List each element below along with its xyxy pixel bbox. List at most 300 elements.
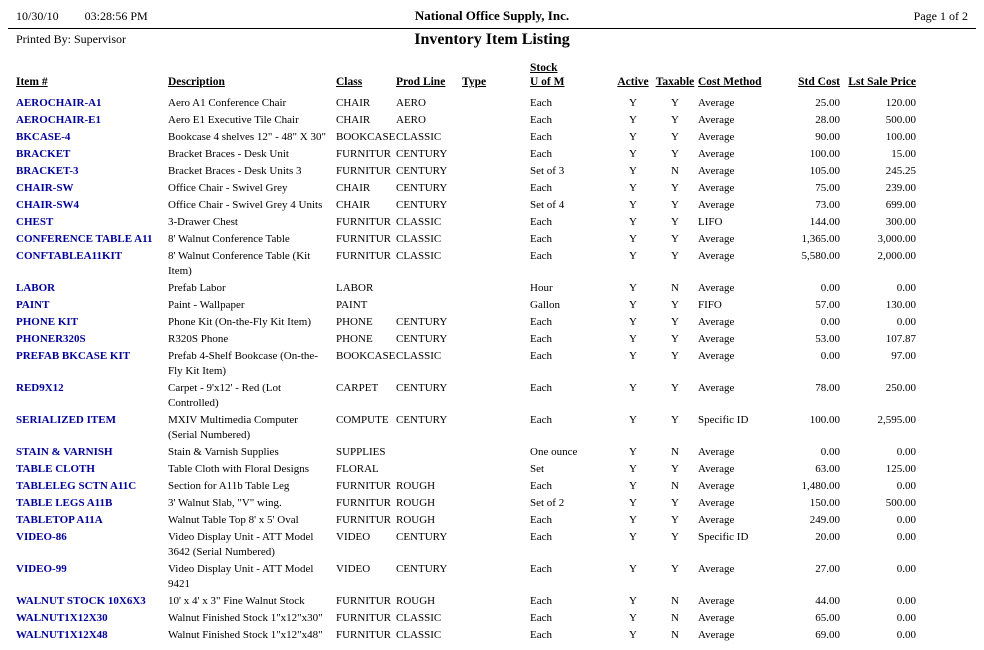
item-cost-method: Average: [698, 463, 735, 475]
item-class: FURNITUR: [336, 514, 392, 526]
page-indicator: Page 1 of 2: [913, 9, 968, 23]
item-std-cost: 100.00: [809, 414, 840, 426]
item-number-link[interactable]: PREFAB BKCASE KIT: [16, 350, 131, 362]
item-number-link[interactable]: VIDEO-99: [16, 563, 67, 575]
item-prod-line: CENTURY: [396, 382, 448, 394]
item-lst-sale-price: 3,000.00: [877, 233, 916, 245]
item-class: FURNITUR: [336, 250, 392, 262]
item-taxable: N: [671, 165, 679, 177]
item-taxable: Y: [671, 299, 679, 311]
item-number-link[interactable]: CHAIR-SW: [16, 182, 74, 194]
item-type: [462, 129, 530, 146]
report-time: 03:28:56 PM: [84, 9, 148, 23]
table-row: [16, 280, 916, 297]
item-number-link[interactable]: WALNUT1X12X48: [16, 629, 108, 641]
item-number-link[interactable]: SERIALIZED ITEM: [16, 414, 116, 426]
item-class: CARPET: [336, 382, 379, 394]
item-number-link[interactable]: PHONE KIT: [16, 316, 79, 328]
item-description: Carpet - 9'x12' - Red (Lot Controlled): [168, 382, 282, 409]
item-lst-sale-price: 97.00: [891, 350, 916, 362]
item-type: [462, 297, 530, 314]
item-class: COMPUTE: [336, 414, 389, 426]
item-lst-sale-price: 245.25: [885, 165, 916, 177]
item-std-cost: 44.00: [815, 595, 840, 607]
item-active: Y: [629, 563, 637, 575]
item-description: Section for A11b Table Leg: [168, 480, 290, 492]
item-taxable: N: [671, 282, 679, 294]
item-cost-method: Average: [698, 282, 735, 294]
item-description: Walnut Finished Stock 1"x12"x30": [168, 612, 323, 624]
item-description: Bracket Braces - Desk Unit: [168, 148, 289, 160]
item-std-cost: 75.00: [815, 182, 840, 194]
item-number-link[interactable]: RED9X12: [16, 382, 64, 394]
item-type: [462, 146, 530, 163]
item-description: 8' Walnut Conference Table (Kit Item): [168, 250, 311, 277]
item-lst-sale-price: 0.00: [896, 531, 916, 543]
item-number-link[interactable]: CONFTABLEA11KIT: [16, 250, 123, 262]
item-prod-line: CENTURY: [396, 333, 448, 345]
item-cost-method: Average: [698, 182, 735, 194]
item-number-link[interactable]: AEROCHAIR-A1: [16, 97, 102, 109]
table-row: [16, 95, 916, 112]
item-std-cost: 90.00: [815, 131, 840, 143]
item-number-link[interactable]: WALNUT1X12X30: [16, 612, 108, 624]
item-cost-method: Average: [698, 165, 735, 177]
item-lst-sale-price: 250.00: [885, 382, 916, 394]
item-type: [462, 412, 530, 444]
item-lst-sale-price: 239.00: [885, 182, 916, 194]
item-lst-sale-price: 2,595.00: [877, 414, 916, 426]
item-std-cost: 0.00: [820, 446, 840, 458]
item-active: Y: [629, 282, 637, 294]
item-number-link[interactable]: CHAIR-SW4: [16, 199, 79, 211]
item-std-cost: 1,480.00: [801, 480, 840, 492]
item-class: FURNITUR: [336, 148, 392, 160]
item-taxable: Y: [671, 199, 679, 211]
item-number-link[interactable]: TABLETOP A11A: [16, 514, 103, 526]
item-type: [462, 248, 530, 280]
item-taxable: Y: [671, 148, 679, 160]
item-std-cost: 63.00: [815, 463, 840, 475]
item-type: [462, 214, 530, 231]
item-lst-sale-price: 120.00: [885, 97, 916, 109]
item-taxable: Y: [671, 563, 679, 575]
item-uofm: Each: [530, 414, 552, 426]
item-lst-sale-price: 0.00: [896, 316, 916, 328]
item-active: Y: [629, 333, 637, 345]
item-uofm: Each: [530, 480, 552, 492]
item-std-cost: 78.00: [815, 382, 840, 394]
item-prod-line: CENTURY: [396, 414, 448, 426]
item-uofm: Each: [530, 250, 552, 262]
item-uofm: Each: [530, 629, 552, 641]
item-description: MXIV Multimedia Computer (Serial Numbered): [168, 414, 298, 441]
item-cost-method: Average: [698, 199, 735, 211]
item-lst-sale-price: 0.00: [896, 282, 916, 294]
item-prod-line: CENTURY: [396, 148, 448, 160]
table-row: [16, 112, 916, 129]
item-active: Y: [629, 350, 637, 362]
inventory-rows: [16, 95, 916, 644]
item-uofm: Each: [530, 148, 552, 160]
item-uofm: Each: [530, 382, 552, 394]
item-cost-method: Average: [698, 148, 735, 160]
item-cost-method: Specific ID: [698, 531, 749, 543]
item-number-link[interactable]: STAIN & VARNISH: [16, 446, 113, 458]
item-prod-line: ROUGH: [396, 595, 436, 607]
item-active: Y: [629, 131, 637, 143]
item-taxable: Y: [671, 182, 679, 194]
column-header-taxable: Taxable: [655, 76, 695, 88]
table-row: [16, 129, 916, 146]
column-header-cost-method: Cost Method: [698, 76, 762, 88]
item-taxable: Y: [671, 463, 679, 475]
item-taxable: Y: [671, 497, 679, 509]
item-type: [462, 380, 530, 412]
item-description: Paint - Wallpaper: [168, 299, 245, 311]
item-lst-sale-price: 2,000.00: [877, 250, 916, 262]
item-active: Y: [629, 299, 637, 311]
item-class: VIDEO: [336, 531, 371, 543]
item-uofm: Each: [530, 114, 552, 126]
item-prod-line: CLASSIC: [396, 350, 442, 362]
item-class: PHONE: [336, 333, 373, 345]
item-prod-line: [396, 444, 462, 461]
item-class: CHAIR: [336, 114, 371, 126]
table-row: [16, 163, 916, 180]
item-active: Y: [629, 382, 637, 394]
item-class: SUPPLIES: [336, 446, 386, 458]
item-std-cost: 57.00: [815, 299, 840, 311]
column-header-description: Description: [168, 76, 225, 88]
item-cost-method: Average: [698, 350, 735, 362]
item-type: [462, 95, 530, 112]
item-type: [462, 163, 530, 180]
item-std-cost: 53.00: [815, 333, 840, 345]
item-std-cost: 1,365.00: [801, 233, 840, 245]
item-active: Y: [629, 480, 637, 492]
item-taxable: Y: [671, 514, 679, 526]
item-class: PHONE: [336, 316, 373, 328]
item-uofm: Each: [530, 182, 552, 194]
item-prod-line: CLASSIC: [396, 233, 442, 245]
item-uofm: Each: [530, 131, 552, 143]
item-cost-method: Average: [698, 97, 735, 109]
table-row: [16, 461, 916, 478]
item-type: [462, 593, 530, 610]
item-type: [462, 610, 530, 627]
item-number-link[interactable]: BRACKET: [16, 148, 71, 160]
item-uofm: Each: [530, 563, 552, 575]
report-title: Inventory Item Listing: [414, 31, 570, 48]
table-row: [16, 314, 916, 331]
item-description: R320S Phone: [168, 333, 229, 345]
item-taxable: N: [671, 629, 679, 641]
item-cost-method: Average: [698, 333, 735, 345]
table-row: [16, 297, 916, 314]
column-header-class: Class: [336, 76, 363, 88]
item-prod-line: CLASSIC: [396, 216, 442, 228]
item-cost-method: Average: [698, 382, 735, 394]
table-row: [16, 593, 916, 610]
item-prod-line: ROUGH: [396, 514, 436, 526]
item-active: Y: [629, 531, 637, 543]
item-prod-line: CENTURY: [396, 563, 448, 575]
table-row: [16, 610, 916, 627]
item-active: Y: [629, 316, 637, 328]
item-uofm: Each: [530, 514, 552, 526]
item-number-link[interactable]: CONFERENCE TABLE A11: [16, 233, 153, 245]
item-uofm: One ounce: [530, 446, 578, 458]
item-cost-method: Average: [698, 563, 735, 575]
item-prod-line: [396, 297, 462, 314]
item-description: Phone Kit (On-the-Fly Kit Item): [168, 316, 311, 328]
table-row: [16, 529, 916, 561]
item-std-cost: 27.00: [815, 563, 840, 575]
item-lst-sale-price: 300.00: [885, 216, 916, 228]
item-description: Video Display Unit - ATT Model 3642 (Serial Numbered): [168, 531, 314, 558]
item-number-link[interactable]: PAINT: [16, 299, 50, 311]
item-uofm: Gallon: [530, 299, 560, 311]
item-number-link[interactable]: TABLE CLOTH: [16, 463, 95, 475]
item-std-cost: 0.00: [820, 350, 840, 362]
item-uofm: Set of 2: [530, 497, 565, 509]
item-taxable: N: [671, 446, 679, 458]
item-active: Y: [629, 148, 637, 160]
item-class: LABOR: [336, 282, 374, 294]
item-lst-sale-price: 0.00: [896, 612, 916, 624]
item-class: PAINT: [336, 299, 368, 311]
column-header-lst-sale-price: Lst Sale Price: [848, 76, 916, 88]
item-uofm: Set of 4: [530, 199, 565, 211]
item-taxable: Y: [671, 114, 679, 126]
item-class: CHAIR: [336, 182, 371, 194]
item-lst-sale-price: 125.00: [885, 463, 916, 475]
item-type: [462, 280, 530, 297]
item-type: [462, 478, 530, 495]
item-prod-line: AERO: [396, 97, 426, 109]
item-cost-method: Specific ID: [698, 414, 749, 426]
item-taxable: Y: [671, 531, 679, 543]
item-uofm: Set: [530, 463, 545, 475]
item-std-cost: 5,580.00: [801, 250, 840, 262]
column-header-type: Type: [462, 76, 487, 88]
item-uofm: Each: [530, 595, 552, 607]
item-taxable: Y: [671, 131, 679, 143]
item-active: Y: [629, 216, 637, 228]
item-lst-sale-price: 699.00: [885, 199, 916, 211]
column-header-active: Active: [617, 76, 649, 88]
item-type: [462, 561, 530, 593]
item-cost-method: Average: [698, 250, 735, 262]
item-number-link[interactable]: CHEST: [16, 216, 54, 228]
item-uofm: Each: [530, 233, 552, 245]
item-active: Y: [629, 114, 637, 126]
item-taxable: Y: [671, 316, 679, 328]
table-row: [16, 561, 916, 593]
item-uofm: Each: [530, 316, 552, 328]
item-number-link[interactable]: TABLELEG SCTN A11C: [16, 480, 137, 492]
item-std-cost: 144.00: [809, 216, 840, 228]
item-number-link[interactable]: AEROCHAIR-E1: [16, 114, 101, 126]
item-class: FURNITUR: [336, 480, 392, 492]
item-taxable: Y: [671, 414, 679, 426]
item-type: [462, 495, 530, 512]
item-number-link[interactable]: BKCASE-4: [16, 131, 71, 143]
item-uofm: Each: [530, 216, 552, 228]
item-lst-sale-price: 0.00: [896, 514, 916, 526]
item-number-link[interactable]: WALNUT STOCK 10X6X3: [16, 595, 146, 607]
item-cost-method: Average: [698, 131, 735, 143]
item-active: Y: [629, 629, 637, 641]
item-prod-line: CLASSIC: [396, 250, 442, 262]
item-prod-line: [396, 280, 462, 297]
item-lst-sale-price: 500.00: [885, 114, 916, 126]
item-active: Y: [629, 182, 637, 194]
item-cost-method: Average: [698, 446, 735, 458]
item-uofm: Hour: [530, 282, 553, 294]
item-prod-line: CLASSIC: [396, 629, 442, 641]
table-row: [16, 180, 916, 197]
item-std-cost: 25.00: [815, 97, 840, 109]
item-description: Bookcase 4 shelves 12" - 48" X 30": [168, 131, 326, 143]
item-active: Y: [629, 463, 637, 475]
item-taxable: Y: [671, 233, 679, 245]
item-active: Y: [629, 250, 637, 262]
item-number-link[interactable]: BRACKET-3: [16, 165, 79, 177]
item-prod-line: CLASSIC: [396, 131, 442, 143]
item-class: FURNITUR: [336, 612, 392, 624]
item-class: BOOKCASE: [336, 350, 396, 362]
item-std-cost: 0.00: [820, 316, 840, 328]
item-prod-line: ROUGH: [396, 480, 436, 492]
item-active: Y: [629, 97, 637, 109]
item-prod-line: AERO: [396, 114, 426, 126]
item-std-cost: 65.00: [815, 612, 840, 624]
item-type: [462, 529, 530, 561]
item-cost-method: FIFO: [698, 299, 722, 311]
inventory-table: [16, 61, 916, 644]
item-class: FURNITUR: [336, 629, 392, 641]
item-lst-sale-price: 130.00: [885, 299, 916, 311]
item-prod-line: CENTURY: [396, 165, 448, 177]
item-lst-sale-price: 0.00: [896, 629, 916, 641]
item-type: [462, 180, 530, 197]
table-row: [16, 214, 916, 231]
item-std-cost: 100.00: [809, 148, 840, 160]
item-std-cost: 20.00: [815, 531, 840, 543]
item-number-link[interactable]: LABOR: [16, 282, 56, 294]
item-cost-method: Average: [698, 514, 735, 526]
item-cost-method: Average: [698, 629, 735, 641]
table-row: [16, 146, 916, 163]
table-row: [16, 197, 916, 214]
item-uofm: Each: [530, 612, 552, 624]
item-number-link[interactable]: VIDEO-86: [16, 531, 67, 543]
item-taxable: Y: [671, 216, 679, 228]
table-row: [16, 348, 916, 380]
item-taxable: N: [671, 595, 679, 607]
item-cost-method: Average: [698, 233, 735, 245]
item-lst-sale-price: 500.00: [885, 497, 916, 509]
item-cost-method: Average: [698, 595, 735, 607]
item-class: FLORAL: [336, 463, 379, 475]
item-cost-method: Average: [698, 612, 735, 624]
item-description: Office Chair - Swivel Grey 4 Units: [168, 199, 323, 211]
table-row: [16, 478, 916, 495]
item-std-cost: 28.00: [815, 114, 840, 126]
item-taxable: Y: [671, 250, 679, 262]
item-class: CHAIR: [336, 97, 371, 109]
item-type: [462, 444, 530, 461]
item-description: Aero A1 Conference Chair: [168, 97, 287, 109]
item-std-cost: 0.00: [820, 282, 840, 294]
item-prod-line: CLASSIC: [396, 612, 442, 624]
item-taxable: N: [671, 612, 679, 624]
item-type: [462, 112, 530, 129]
company-name: National Office Supply, Inc.: [414, 8, 570, 23]
item-description: Stain & Varnish Supplies: [168, 446, 279, 458]
item-active: Y: [629, 514, 637, 526]
item-cost-method: Average: [698, 497, 735, 509]
item-active: Y: [629, 165, 637, 177]
table-row: [16, 444, 916, 461]
column-header-uofm: U of M: [530, 76, 565, 88]
item-description: Walnut Table Top 8' x 5' Oval: [168, 514, 299, 526]
item-uofm: Each: [530, 350, 552, 362]
item-type: [462, 197, 530, 214]
item-cost-method: Average: [698, 114, 735, 126]
table-row: [16, 627, 916, 644]
item-type: [462, 627, 530, 644]
item-active: Y: [629, 414, 637, 426]
item-number-link[interactable]: TABLE LEGS A11B: [16, 497, 113, 509]
item-type: [462, 512, 530, 529]
item-lst-sale-price: 100.00: [885, 131, 916, 143]
item-lst-sale-price: 0.00: [896, 446, 916, 458]
item-class: FURNITUR: [336, 595, 392, 607]
item-description: Office Chair - Swivel Grey: [168, 182, 288, 194]
item-taxable: Y: [671, 97, 679, 109]
item-description: Prefab Labor: [168, 282, 226, 294]
item-std-cost: 69.00: [815, 629, 840, 641]
item-number-link[interactable]: PHONER320S: [16, 333, 86, 345]
item-cost-method: Average: [698, 316, 735, 328]
item-lst-sale-price: 15.00: [891, 148, 916, 160]
item-description: Walnut Finished Stock 1"x12"x48": [168, 629, 323, 641]
item-class: CHAIR: [336, 199, 371, 211]
item-taxable: N: [671, 480, 679, 492]
item-prod-line: [396, 461, 462, 478]
item-prod-line: ROUGH: [396, 497, 436, 509]
item-active: Y: [629, 595, 637, 607]
item-type: [462, 314, 530, 331]
item-description: Aero E1 Executive Tile Chair: [168, 114, 299, 126]
item-cost-method: Average: [698, 480, 735, 492]
item-active: Y: [629, 199, 637, 211]
item-active: Y: [629, 497, 637, 509]
item-description: Table Cloth with Floral Designs: [168, 463, 309, 475]
item-description: 8' Walnut Conference Table: [168, 233, 290, 245]
column-header-prod-line: Prod Line: [396, 76, 446, 88]
report-header-row-2: [16, 29, 968, 53]
item-type: [462, 231, 530, 248]
column-header-item: Item #: [16, 76, 48, 88]
item-class: BOOKCASE: [336, 131, 396, 143]
printed-by: Printed By: Supervisor: [16, 32, 126, 46]
report-date: 10/30/10: [16, 9, 59, 23]
item-active: Y: [629, 233, 637, 245]
